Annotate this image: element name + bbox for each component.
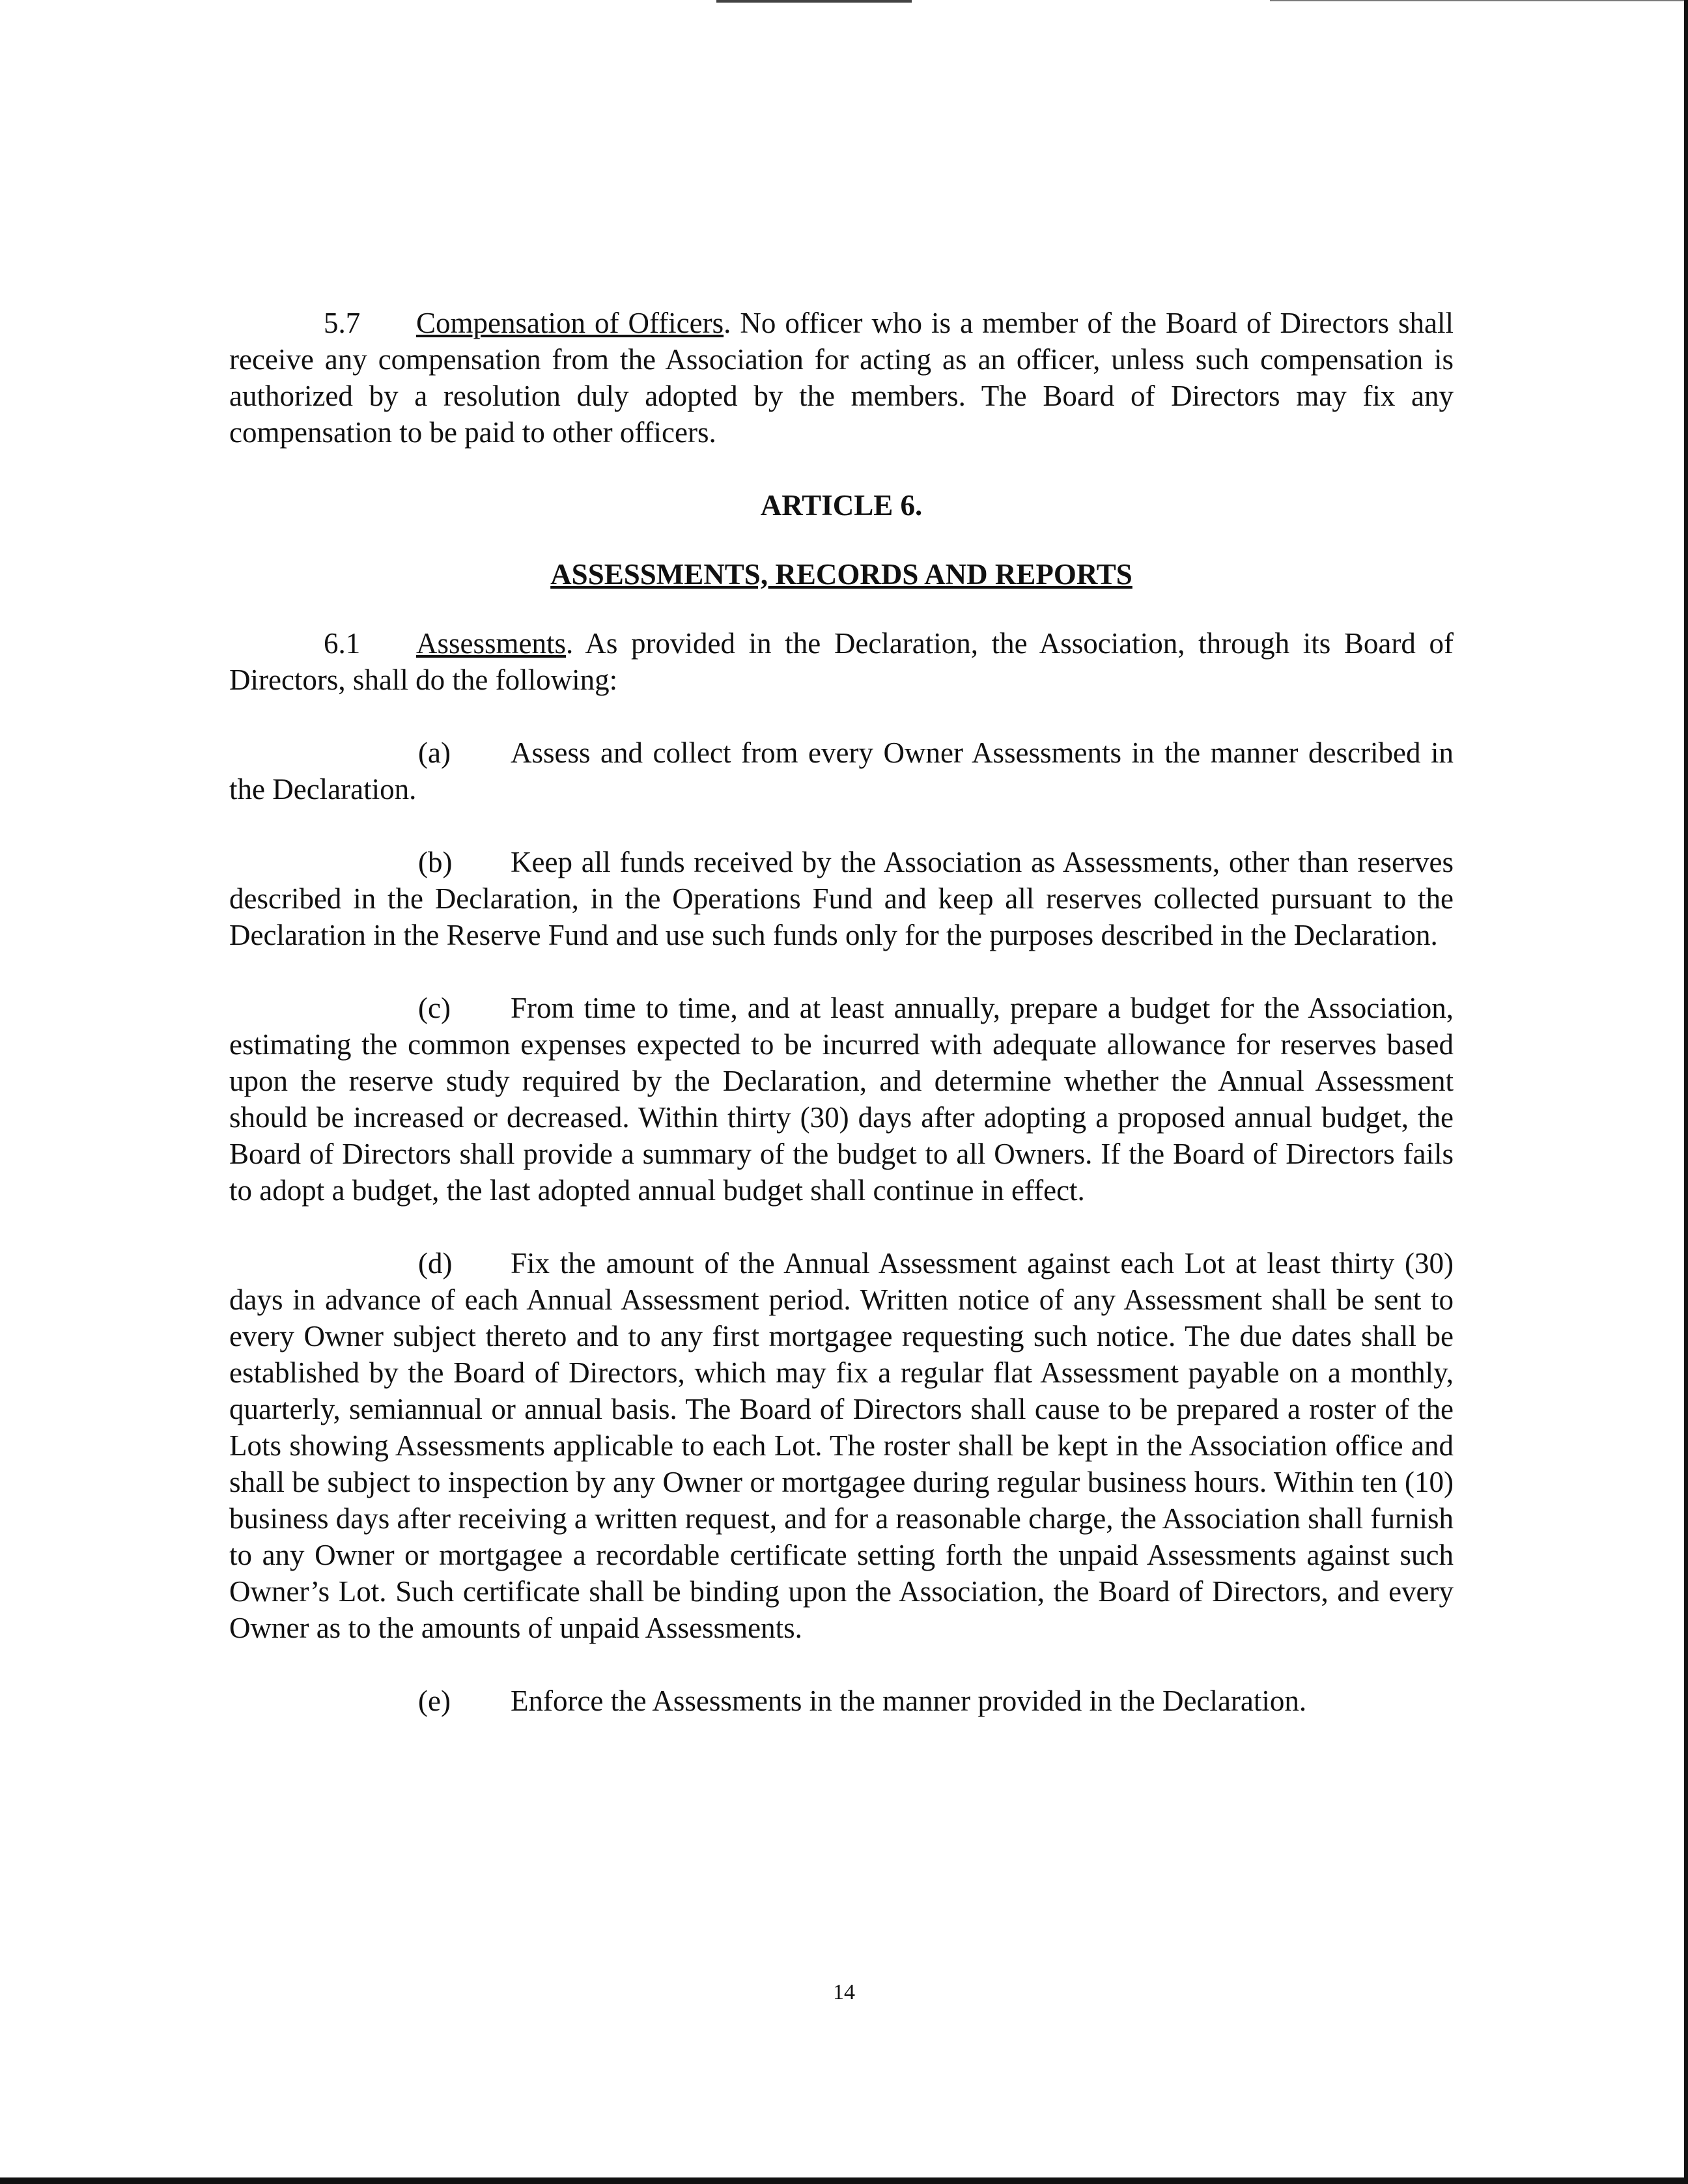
item-label: (c): [418, 992, 451, 1024]
scan-border-bottom: [0, 2177, 1688, 2184]
section-number: 6.1: [324, 627, 361, 660]
item-text: Assess and collect from every Owner Assessments in the manner described in the Declaration.: [229, 736, 1454, 805]
item-label: (a): [418, 736, 451, 769]
list-item-a: [229, 735, 1454, 807]
scan-border-right: [1684, 0, 1688, 2184]
scan-artifact-top-left: [716, 0, 912, 3]
list-item-e: [229, 1683, 1454, 1719]
section-5-7: [229, 305, 1454, 451]
section-6-1: [229, 625, 1454, 698]
section-body: . No officer who is a member of the Board of Directors shall receive any compensation from the Association for acting as an officer, unless such compensation is authorized by a resolution duly adopted by the members. The Board of Directors may fix any compensation to be paid to other officers.: [229, 307, 1454, 449]
article-number: ARTICLE 6.: [760, 489, 923, 522]
item-text: From time to time, and at least annually, prepare a budget for the Association, estimating the common expenses expected to be incurred with adequate allowance for reserves based upon the reserve study required by the Declaration, and determine whether the Annual Assessment should be increased or decreased. Within thirty (30) days after adopting a proposed annual budget, the Board of Directors shall provide a summary of the budget to all Owners. If the Board of Directors fails to adopt a budget, the last adopted annual budget shall continue in effect.: [229, 992, 1454, 1207]
item-text: Fix the amount of the Annual Assessment against each Lot at least thirty (30) days in advance of each Annual Assessment period. Written notice of any Assessment shall be sent to every Owner subject thereto and to any first mortgagee requesting such notice. The due dates shall be established by the Board of Directors, which may fix a regular flat Assessment payable on a monthly, quarterly, semiannual or annual basis. The Board of Directors shall cause to be prepared a roster of the Lots showing Assessments applicable to each Lot. The roster shall be kept in the Association office and shall be subject to inspection by any Owner or mortgagee during regular business hours. Within ten (10) business days after receiving a written request, and for a reasonable charge, the Association shall furnish to any Owner or mortgagee a recordable certificate setting forth the unpaid Assessments against such Owner’s Lot. Such certificate shall be binding upon the Association, the Board of Directors, and every Owner as to the amounts of unpaid Assessments.: [229, 1247, 1454, 1644]
item-label: (b): [418, 846, 453, 878]
item-label: (d): [418, 1247, 453, 1280]
list-item-b: [229, 844, 1454, 953]
section-number: 5.7: [324, 307, 361, 339]
article-title: ASSESSMENTS, RECORDS AND REPORTS: [550, 558, 1132, 591]
item-text: Keep all funds received by the Association as Assessments, other than reserves described in the Declaration, in the Operations Fund and keep all reserves collected pursuant to the Declaration in the Reserve Fund and use such funds only for the purposes described in the Declaration.: [229, 846, 1454, 951]
list-item-d: [229, 1245, 1454, 1646]
section-intro: . As provided in the Declaration, the Association, through its Board of Directors, shall do the following:: [229, 627, 1454, 696]
scan-artifact-top-right: [1270, 0, 1687, 1]
section-title: Compensation of Officers: [416, 307, 724, 339]
document-page: [229, 305, 1454, 1756]
item-label: (e): [418, 1685, 451, 1717]
page-number: 14: [833, 1980, 855, 2004]
list-item-c: [229, 990, 1454, 1209]
item-text: Enforce the Assessments in the manner provided in the Declaration.: [511, 1685, 1307, 1717]
section-title: Assessments: [416, 627, 567, 660]
